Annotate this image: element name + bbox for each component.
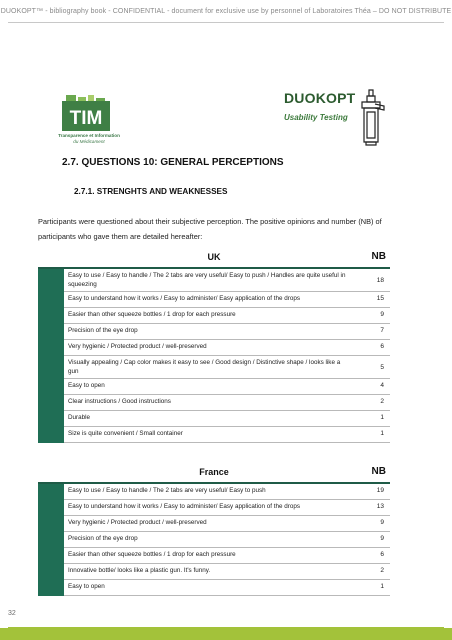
nb-value: 9 <box>380 535 384 542</box>
opinion-label: Clear instructions / Good instructions <box>68 398 171 405</box>
nb-value: 9 <box>380 311 384 318</box>
table-header <box>38 465 390 484</box>
nb-value: 9 <box>380 519 384 526</box>
confidential-header: DUOKOPT™ - bibliography book - CONFIDENTIAL - document for exclusive use by personnel of Laboratoires Théa – DO NOT DISTRIBUTE <box>0 8 452 15</box>
nb-value: 1 <box>380 430 384 437</box>
nb-value: 5 <box>380 364 384 371</box>
table-row <box>64 269 390 292</box>
opinion-label: Innovative bottle/ looks like a plastic gun. It's funny. <box>68 567 211 574</box>
uk-opinions-table <box>38 250 390 443</box>
table-side-bar <box>38 484 64 596</box>
table-row <box>64 340 390 356</box>
table-row <box>64 564 390 580</box>
table-header <box>38 250 390 269</box>
tim-tagline-line1: Transparence et Information <box>58 133 120 138</box>
opinion-label: Size is quite convenient / Small container <box>68 430 183 437</box>
nb-value: 2 <box>380 567 384 574</box>
nb-column-header: NB <box>371 466 386 477</box>
table-title: France <box>199 467 229 477</box>
opinion-label: Easier than other squeeze bottles / 1 drop for each pressure <box>68 311 236 318</box>
opinion-label: Easy to use / Easy to handle / The 2 tabs are very useful/ Easy to push / Handles are quite useful in squeezing <box>68 272 346 288</box>
table-row <box>64 308 390 324</box>
table-row <box>64 580 390 596</box>
nb-value: 18 <box>376 277 384 284</box>
section-heading: 2.7. QUESTIONS 10: GENERAL PERCEPTIONS <box>62 157 284 168</box>
table-body <box>38 269 390 443</box>
brand-subtitle: Usability Testing <box>284 113 348 122</box>
table-body <box>38 484 390 596</box>
france-opinions-table <box>38 465 390 596</box>
table-row <box>64 411 390 427</box>
opinion-label: Precision of the eye drop <box>68 327 138 334</box>
table-row <box>64 395 390 411</box>
table-title: UK <box>207 252 221 262</box>
tim-tagline <box>58 133 120 144</box>
bottle-illustration <box>356 88 386 146</box>
tim-tagline-line2: du Médicament <box>73 138 105 144</box>
opinion-label: Very hygienic / Protected product / well-preserved <box>68 519 207 526</box>
brand-title: DUOKOPT <box>284 90 356 106</box>
nb-value: 1 <box>380 583 384 590</box>
opinion-label: Easier than other squeeze bottles / 1 drop for each pressure <box>68 551 236 558</box>
table-row <box>64 484 390 500</box>
nb-value: 19 <box>376 487 384 494</box>
tim-logo <box>62 95 110 131</box>
nb-value: 2 <box>380 398 384 405</box>
header-divider <box>8 22 444 23</box>
opinion-label: Precision of the eye drop <box>68 535 138 542</box>
opinion-label: Durable <box>68 414 91 421</box>
nb-value: 15 <box>376 295 384 302</box>
table-row <box>64 379 390 395</box>
opinion-label: Very hygienic / Protected product / well-preserved <box>68 343 207 350</box>
nb-value: 13 <box>376 503 384 510</box>
opinion-label: Easy to open <box>68 382 105 389</box>
footer-bar <box>0 628 452 640</box>
table-row <box>64 427 390 443</box>
opinion-label: Easy to use / Easy to handle / The 2 tabs are very useful/ Easy to push <box>68 487 266 494</box>
opinion-label: Easy to open <box>68 583 105 590</box>
table-row <box>64 516 390 532</box>
nb-value: 6 <box>380 343 384 350</box>
nb-value: 4 <box>380 382 384 389</box>
table-row <box>64 292 390 308</box>
nb-value: 6 <box>380 551 384 558</box>
table-row <box>64 548 390 564</box>
table-row <box>64 324 390 340</box>
nb-column-header: NB <box>371 251 386 262</box>
opinion-label: Visually appealing / Cap color makes it easy to see / Good design / Distinctive shape / looks like a gun <box>68 359 341 375</box>
page-number: 32 <box>8 610 16 617</box>
table-row <box>64 356 390 379</box>
nb-value: 1 <box>380 414 384 421</box>
opinion-label: Easy to understand how it works / Easy to administer/ Easy application of the drops <box>68 295 301 302</box>
intro-paragraph: Participants were questioned about their subjective perception. The positive opinions and number (NB) of participants who gave them are detailed hereafter: <box>38 217 382 241</box>
section-subheading: 2.7.1. STRENGHTS AND WEAKNESSES <box>74 187 228 196</box>
opinion-label: Easy to understand how it works / Easy to administer/ Easy application of the drops <box>68 503 301 510</box>
table-row <box>64 500 390 516</box>
nb-value: 7 <box>380 327 384 334</box>
table-side-bar <box>38 269 64 443</box>
table-row <box>64 532 390 548</box>
svg-text:TIM: TIM <box>69 108 103 129</box>
